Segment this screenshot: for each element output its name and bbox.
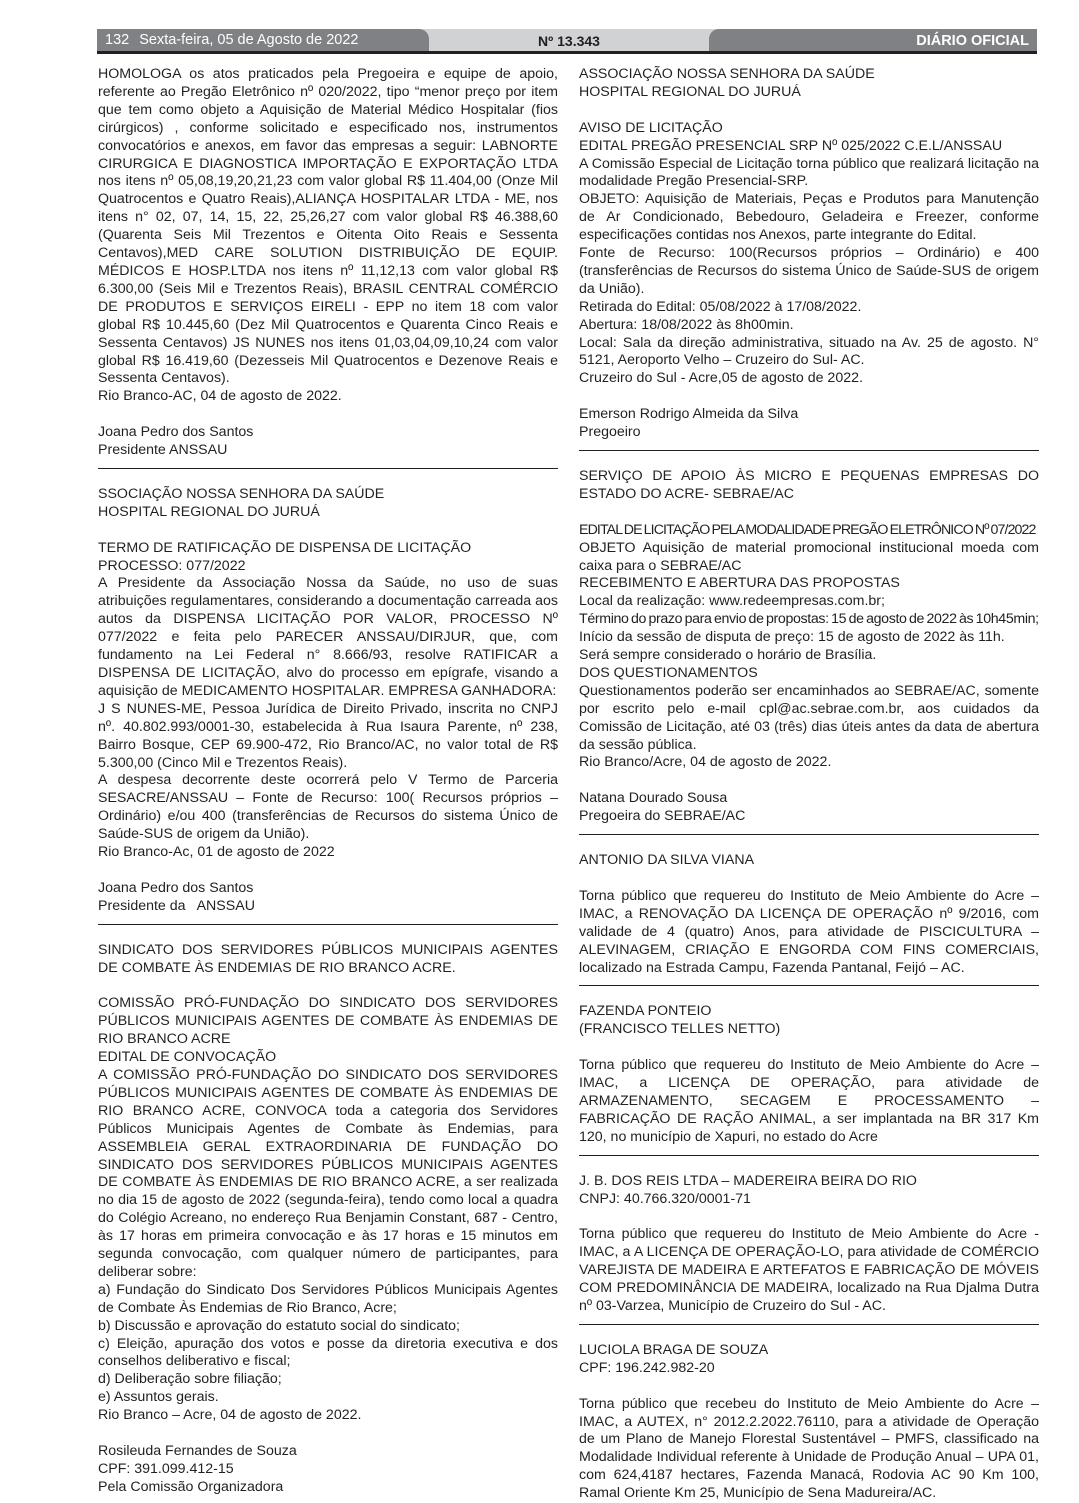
local: Local da realização: www.redeempresas.com.br; [579,593,885,610]
applicant-name: FAZENDA PONTEIO [579,1003,712,1020]
notice-paragraph: Torna público que recebeu do Instituto de Meio Ambiente do Acre – IMAC, a AUTEX, n° 2012.2.2022.76110, para a atividade de Operação de um Plano de Manejo Florestal Sustentável – PMFS, classificado na Modalidade Individual referente à Unidade de Produção Anual – UPA 01, com 624,4187 hectares, Fazenda Manacá, Rodovia AC 90 Km 100, Ramal Oriente Km 25, Município de Sena Madureira/AC. [579,1395,1039,1502]
notice-paragraph: HOMOLOGA os atos praticados pela Pregoeira e equipe de apoio, referente ao Pregão Eletrônico nº 020/2022, tipo “menor preço por item que tem como objeto a Aquisição de Material Médico Hospitalar (fios cirúrgicos) , conforme solicitado e especificado nos, instrumentos convocatórios e anexos, em favor das empresas a seguir: LABNORTE CIRURGICA E DIAGNOSTICA IMPORTAÇÃO E EXPORTAÇÃO LTDA nos itens nº 05,08,19,20,21,23 com valor global R$ 11.404,00 (Onze Mil Quatrocentos e Quatro Reais),ALIANÇA HOSPITALAR LTDA - ME, nos itens n° 02, 07, 14, 15, 22, 25,26,27 com valor global R$ 46.388,60 (Quarenta Seis Mil Trezentos e Oitenta Oito Reais e Sessenta Centavos),MED CARE SOLUTION DISTRIBUIÇÃO DE EQUIP. MÉDICOS E HOSP.LTDA nos itens nº 11,12,13 com valor global R$ 6.300,00 (Seis Mil e Trezentos Reais), BRASIL CENTRAL COMÉRCIO DE PRODUTOS E SERVIÇOS EIRELI - EPP no item 18 com valor global R$ 10.445,60 (Dez Mil Quatrocentos e Quarenta Cinco Reais e Sessenta Centavos) JS NUNES nos itens 01,03,04,09,10,24 com valor global R$ 16.419,60 (Dezesseis Mil Quatrocentos e Dezenove Reais e Sessenta Centavos). [98,66,558,387]
header-rule [97,51,1037,54]
section-divider [579,985,1039,986]
section-divider [579,1324,1039,1325]
notice-paragraph: A COMISSÃO PRÓ-FUNDAÇÃO DO SINDICATO DOS SERVIDORES PÚBLICOS MUNICIPAIS AGENTES DE COMBATE ÀS ENDEMIAS DE RIO BRANCO ACRE, CONVOCA toda a categoria dos Servidores Públicos Municipais Agentes de Combate às Endemias, para ASSEMBLEIA GERAL EXTRAORDINARIA DE FUNDAÇÃO DO SINDICATO DOS SERVIDORES PÚBLICOS MUNICIPAIS AGENTES DE COMBATE ÀS ENDEMIAS DE RIO BRANCO ACRE, a ser realizada no dia 15 de agosto de 2022 (segunda-feira), tendo como local a quadra do Colégio Acreano, no endereço Rua Benjamin Constant, 687 - Centro, às 17 horas em primeira convocação e às 17 horas e 15 minutos em segunda convocação, com qualquer número de participantes, para deliberar sobre: [98,1066,558,1280]
signer-name: Natana Dourado Sousa [579,790,728,807]
inicio-sessao: Início da sessão de disputa de preço: 15 de agosto de 2022 às 11h. [579,629,1005,646]
applicant-cnpj: CNPJ: 40.766.320/0001-71 [579,1190,751,1207]
notice-homologacao [98,66,558,460]
notice-paragraph: Questionamentos poderão ser encaminhados ao SEBRAE/AC, somente por escrito pelo e-mail cpl@ac.sebrae.com.br, aos cuidados da Comissão de Licitação, até 03 (três) dias úteis antes da data de abertura da sessão pública. [579,682,1039,753]
signer-name: Joana Pedro dos Santos [98,879,254,896]
objeto: OBJETO Aquisição de material promocional institucional moeda com caixa para o SEBRAE/AC [579,539,1039,574]
signer-cpf: CPF: 391.099.412-15 [98,1460,234,1477]
retirada-edital: Retirada do Edital: 05/08/2022 à 17/08/2022. [579,298,862,315]
org-name: SERVIÇO DE APOIO ÀS MICRO E PEQUENAS EMPRESAS DO ESTADO DO ACRE- SEBRAE/AC [579,468,1039,502]
notice-luciola [579,1342,1039,1503]
notice-paragraph: A Comissão Especial de Licitação torna público que realizará licitação na modalidade Pregão Presencial-SRP. [579,155,1039,190]
publication-title: DIÁRIO OFICIAL [709,29,1037,51]
applicant-name: ANTONIO DA SILVA VIANA [579,852,755,869]
agenda-item: b) Discussão e aprovação do estatuto social do sindicato; [98,1317,460,1334]
notice-paragraph: J S NUNES-ME, Pessoa Jurídica de Direito Privado, inscrita no CNPJ nº. 40.802.993/0001-30, estabelecida à Rua Isaura Parente, nº 238, Bairro Bosque, CEP 69.900-472, Rio Branco/AC, no valor total de R$ 5.300,00 (Cinco Mil e Trezentos Reais). [98,700,558,771]
applicant-cpf: CPF: 196.242.982-20 [579,1359,715,1376]
notice-paragraph: Torna público que requereu do Instituto de Meio Ambiente do Acre – IMAC, a LICENÇA DE OPERAÇÃO, para atividade de ARMAZENAMENTO, SECAGEM E PROCESSAMENTO – FABRICAÇÃO DE RAÇÃO ANIMAL, a ser implantada na BR 317 Km 120, no município de Xapuri, no estado do Acre [579,1057,1039,1145]
org-subname: HOSPITAL REGIONAL DO JURUÁ [98,503,320,520]
local: Local: Sala da direção administrativa, situado na Av. 25 de agosto. N° 5121, Aeroporto Velho – Cruzeiro do Sul- AC. [579,334,1039,369]
section-divider [98,924,558,925]
notice-title: TERMO DE RATIFICAÇÃO DE DISPENSA DE LICITAÇÃO [98,539,472,556]
section-divider [579,834,1039,835]
notice-sindicato [98,942,558,1497]
subsection-title: DOS QUESTIONAMENTOS [579,664,758,681]
date-line: Rio Branco – Acre, 04 de agosto de 2022. [98,1407,362,1424]
notice-paragraph: Torna público que requereu do Instituto de Meio Ambiente do Acre – IMAC, a RENOVAÇÃO DA LICENÇA DE OPERAÇÃO nº 9/2016, com validade de 4 (quatro) Anos, para atividade de PISCICULTURA – ALEVINAGEM, CRIAÇÃO E ENGORDA COM FINS COMERCIAIS, localizado na Estrada Campu, Fazenda Pantanal, Feijó – AC. [579,887,1039,976]
page-header [97,29,1037,53]
horario-note: Será sempre considerado o horário de Brasília. [579,647,877,664]
org-name: SINDICATO DOS SERVIDORES PÚBLICOS MUNICIPAIS AGENTES DE COMBATE ÀS ENDEMIAS DE RIO BRANCO ACRE. [98,941,558,976]
section-divider [579,1155,1039,1156]
notice-paragraph: A despesa decorrente deste ocorrerá pelo V Termo de Parceria SESACRE/ANSSAU – Fonte de Recurso: 100( Recursos próprios – Ordinário) e/ou 400 (transferências de Recursos do sistema Único de Saúde-SUS de origem da União). [98,772,558,843]
agenda-item: c) Eleição, apuração dos votos e posse da diretoria executiva e dos conselhos deliberativo e fiscal; [98,1335,558,1370]
page-number: 132 [105,32,130,48]
commission-name: COMISSÃO PRÓ-FUNDAÇÃO DO SINDICATO DOS SERVIDORES PÚBLICOS MUNICIPAIS AGENTES DE COMBATE ÀS ENDEMIAS DE RIO BRANCO ACRE [98,995,558,1048]
edital-number: EDITAL PREGÃO PRESENCIAL SRP Nº 025/2022 C.E.L/ANSSAU [579,137,1003,154]
header-date: Sexta-feira, 05 de Agosto de 2022 [139,32,359,48]
objeto: OBJETO: Aquisição de Materiais, Peças e Produtos para Manutenção de Ar Condicionado, Bebedouro, Geladeira e Freezer, conforme especificações contidas nos Anexos, parte integrante do Edital. [579,191,1039,244]
termino-prazo: Término do prazo para envio de propostas: 15 de agosto de 2022 às 10h45min; [579,611,1039,628]
signer-role: Pregoeiro [579,424,641,441]
signer-name: Emerson Rodrigo Almeida da Silva [579,406,799,423]
org-name: SSOCIAÇÃO NOSSA SENHORA DA SAÚDE [98,485,385,502]
notice-title: AVISO DE LICITAÇÃO [579,119,723,136]
org-subname: HOSPITAL REGIONAL DO JURUÁ [579,83,801,100]
org-name: ASSOCIAÇÃO NOSSA SENHORA DA SAÚDE [579,66,875,82]
date-line: Rio Branco-Ac, 01 de agosto de 2022 [98,844,335,861]
signer-role: Presidente da ANSSAU [98,897,255,914]
notice-sebrae [579,468,1039,826]
date-line: Rio Branco/Acre, 04 de agosto de 2022. [579,754,832,771]
notice-fazenda-ponteio [579,1003,1039,1146]
notice-paragraph: Torna público que requereu do Instituto de Meio Ambiente do Acre - IMAC, a A LICENÇA DE OPERAÇÃO-LO, para atividade de COMÉRCIO VAREJISTA DE MADEIRA E ARTEFATOS E FABRICAÇÃO DE MÓVEIS COM PREDOMINÂNCIA DE MADEIRA, localizado na Rua Djalma Dutra nº 03-Varzea, Município de Cruzeiro do Sul - AC. [579,1226,1039,1314]
edital-number: EDITAL DE LICITAÇÃO PELA MODALIDADE PREGÃO ELETRÔNICO Nº 07/2022 [579,521,1036,538]
notice-ratificacao [98,486,558,916]
date-line: Cruzeiro do Sul - Acre,05 de agosto de 2022. [579,370,863,387]
agenda-item: d) Deliberação sobre filiação; [98,1371,282,1388]
issue-number: Nº 13.343 [538,33,600,49]
notice-antonio [579,852,1039,977]
abertura: Abertura: 18/08/2022 às 8h00min. [579,316,794,333]
right-column [579,66,1039,1503]
notice-jb-reis [579,1173,1039,1316]
applicant-name: J. B. DOS REIS LTDA – MADEREIRA BEIRA DO RIO [579,1172,917,1189]
signer-role: Pela Comissão Organizadora [98,1478,284,1495]
notice-title: EDITAL DE CONVOCAÇÃO [98,1049,277,1066]
section-divider [579,450,1039,451]
applicant-owner: (FRANCISCO TELLES NETTO) [579,1021,781,1038]
applicant-name: LUCIOLA BRAGA DE SOUZA [579,1341,769,1358]
subsection-title: RECEBIMENTO E ABERTURA DAS PROPOSTAS [579,575,900,592]
signer-role: Pregoeira do SEBRAE/AC [579,808,746,825]
agenda-item: a) Fundação do Sindicato Dos Servidores Públicos Municipais Agentes de Combate Às Endemias de Rio Branco, Acre; [98,1281,558,1316]
section-divider [98,468,558,469]
process-number: PROCESSO: 077/2022 [98,557,246,574]
agenda-item: e) Assuntos gerais. [98,1389,219,1406]
date-line: Rio Branco-AC, 04 de agosto de 2022. [98,388,342,405]
notice-paragraph: A Presidente da Associação Nossa da Saúde, no uso de suas atribuições regulamentares, considerando a documentação carreada aos autos da DISPENSA LICITAÇÃO POR VALOR, PROCESSO Nº 077/2022 e feita pelo PARECER ANSSAU/DIRJUR, que, com fundamento na Lei Federal n° 8.666/93, resolve RATIFICAR a DISPENSA DE LICITAÇÃO, alvo do processo em epígrafe, visando a aquisição de MEDICAMENTO HOSPITALAR. EMPRESA GANHADORA: [98,575,558,699]
signer-name: Rosileuda Fernandes de Souza [98,1442,297,1459]
fonte-recurso: Fonte de Recurso: 100(Recursos próprios – Ordinário) e 400 (transferências de Recursos do sistema Único de Saúde-SUS de origem da União). [579,245,1039,297]
notice-aviso-licitacao [579,66,1039,442]
signer-role: Presidente ANSSAU [98,442,228,459]
signer-name: Joana Pedro dos Santos [98,424,254,441]
header-left-tab [97,29,429,51]
left-column [98,66,558,1497]
